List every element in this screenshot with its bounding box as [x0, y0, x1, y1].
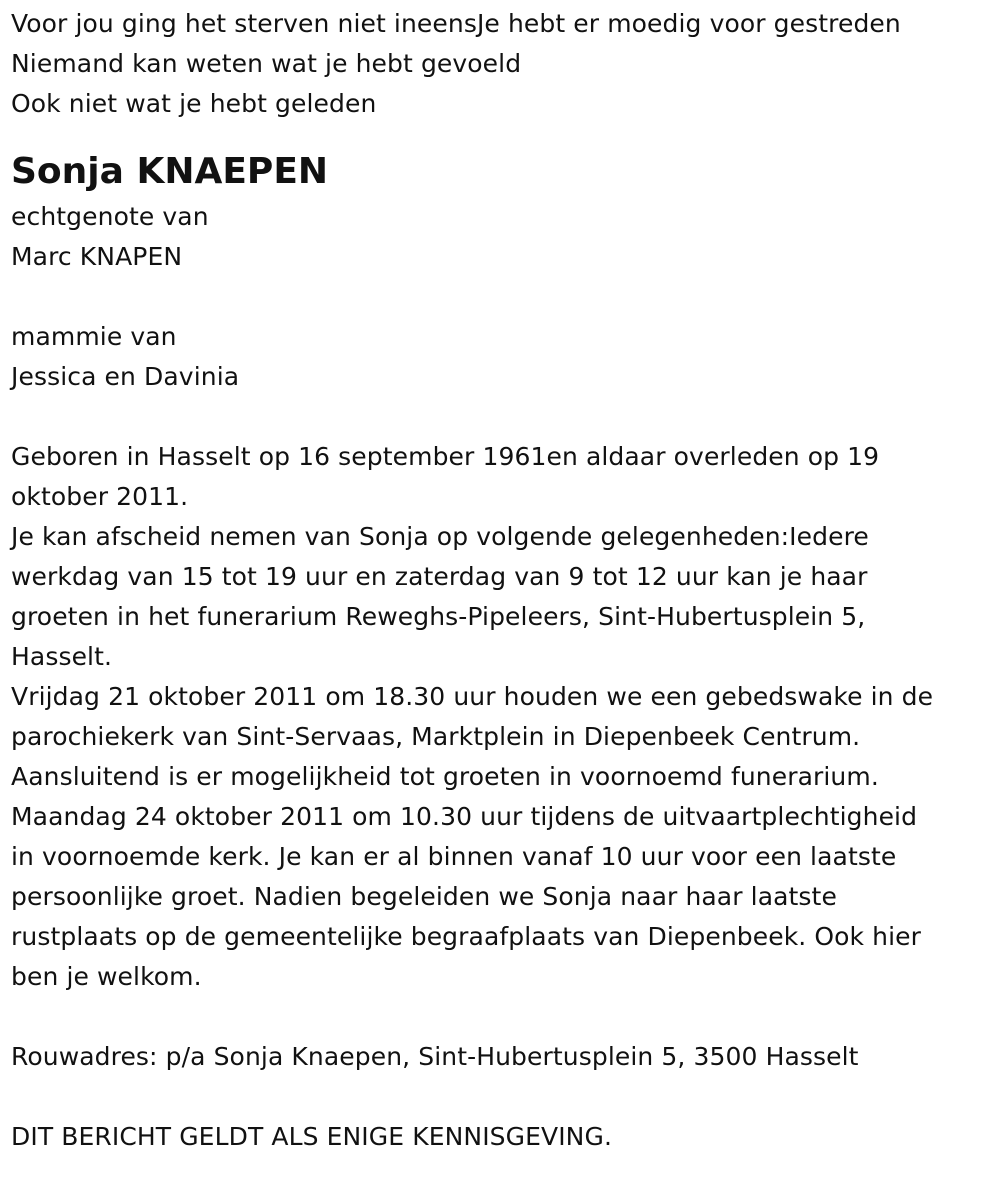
spacer: [11, 277, 986, 317]
poem: [11, 4, 986, 124]
body-line: oktober 2011.: [11, 482, 189, 511]
poem-line: Ook niet wat je hebt geleden: [11, 89, 377, 118]
announcement-body: [11, 437, 986, 997]
children-block: [11, 317, 986, 397]
deceased-name: Sonja KNAEPEN: [11, 151, 329, 192]
children-label: mammie van: [11, 322, 177, 351]
body-line: Vrijdag 21 oktober 2011 om 18.30 uur houden we een gebedswake in de: [11, 682, 934, 711]
body-line: ben je welkom.: [11, 962, 202, 991]
body-line: Geboren in Hasselt op 16 september 1961en aldaar overleden op 19: [11, 442, 880, 471]
body-line: groeten in het funerarium Reweghs-Pipeleers, Sint-Hubertusplein 5,: [11, 602, 866, 631]
body-line: Je kan afscheid nemen van Sonja op volgende gelegenheden:Iedere: [11, 522, 869, 551]
body-line: persoonlijke groet. Nadien begeleiden we Sonja naar haar laatste: [11, 882, 837, 911]
spouse-block: [11, 197, 986, 277]
body-line: Hasselt.: [11, 642, 113, 671]
body-line: Aansluitend is er mogelijkheid tot groeten in voornoemd funerarium.: [11, 762, 879, 791]
spacer: [11, 397, 986, 437]
mourning-address: Rouwadres: p/a Sonja Knaepen, Sint-Hubertusplein 5, 3500 Hasselt: [11, 1042, 859, 1071]
body-line: werkdag van 15 tot 19 uur en zaterdag van 9 tot 12 uur kan je haar: [11, 562, 868, 591]
spouse-label: echtgenote van: [11, 202, 209, 231]
body-line: parochiekerk van Sint-Servaas, Marktplein in Diepenbeek Centrum.: [11, 722, 861, 751]
children-names: Jessica en Davinia: [11, 362, 240, 391]
body-line: Maandag 24 oktober 2011 om 10.30 uur tijdens de uitvaartplechtigheid: [11, 802, 918, 831]
poem-line: Voor jou ging het sterven niet ineensJe hebt er moedig voor gestreden: [11, 9, 901, 38]
poem-line: Niemand kan weten wat je hebt gevoeld: [11, 49, 522, 78]
body-line: in voornoemde kerk. Je kan er al binnen vanaf 10 uur voor een laatste: [11, 842, 897, 871]
spacer: [11, 997, 986, 1037]
obituary-document: [11, 4, 986, 1157]
notice-text: DIT BERICHT GELDT ALS ENIGE KENNISGEVING.: [11, 1122, 612, 1151]
spouse-name: Marc KNAPEN: [11, 242, 183, 271]
body-line: rustplaats op de gemeentelijke begraafplaats van Diepenbeek. Ook hier: [11, 922, 922, 951]
spacer: [11, 1077, 986, 1117]
